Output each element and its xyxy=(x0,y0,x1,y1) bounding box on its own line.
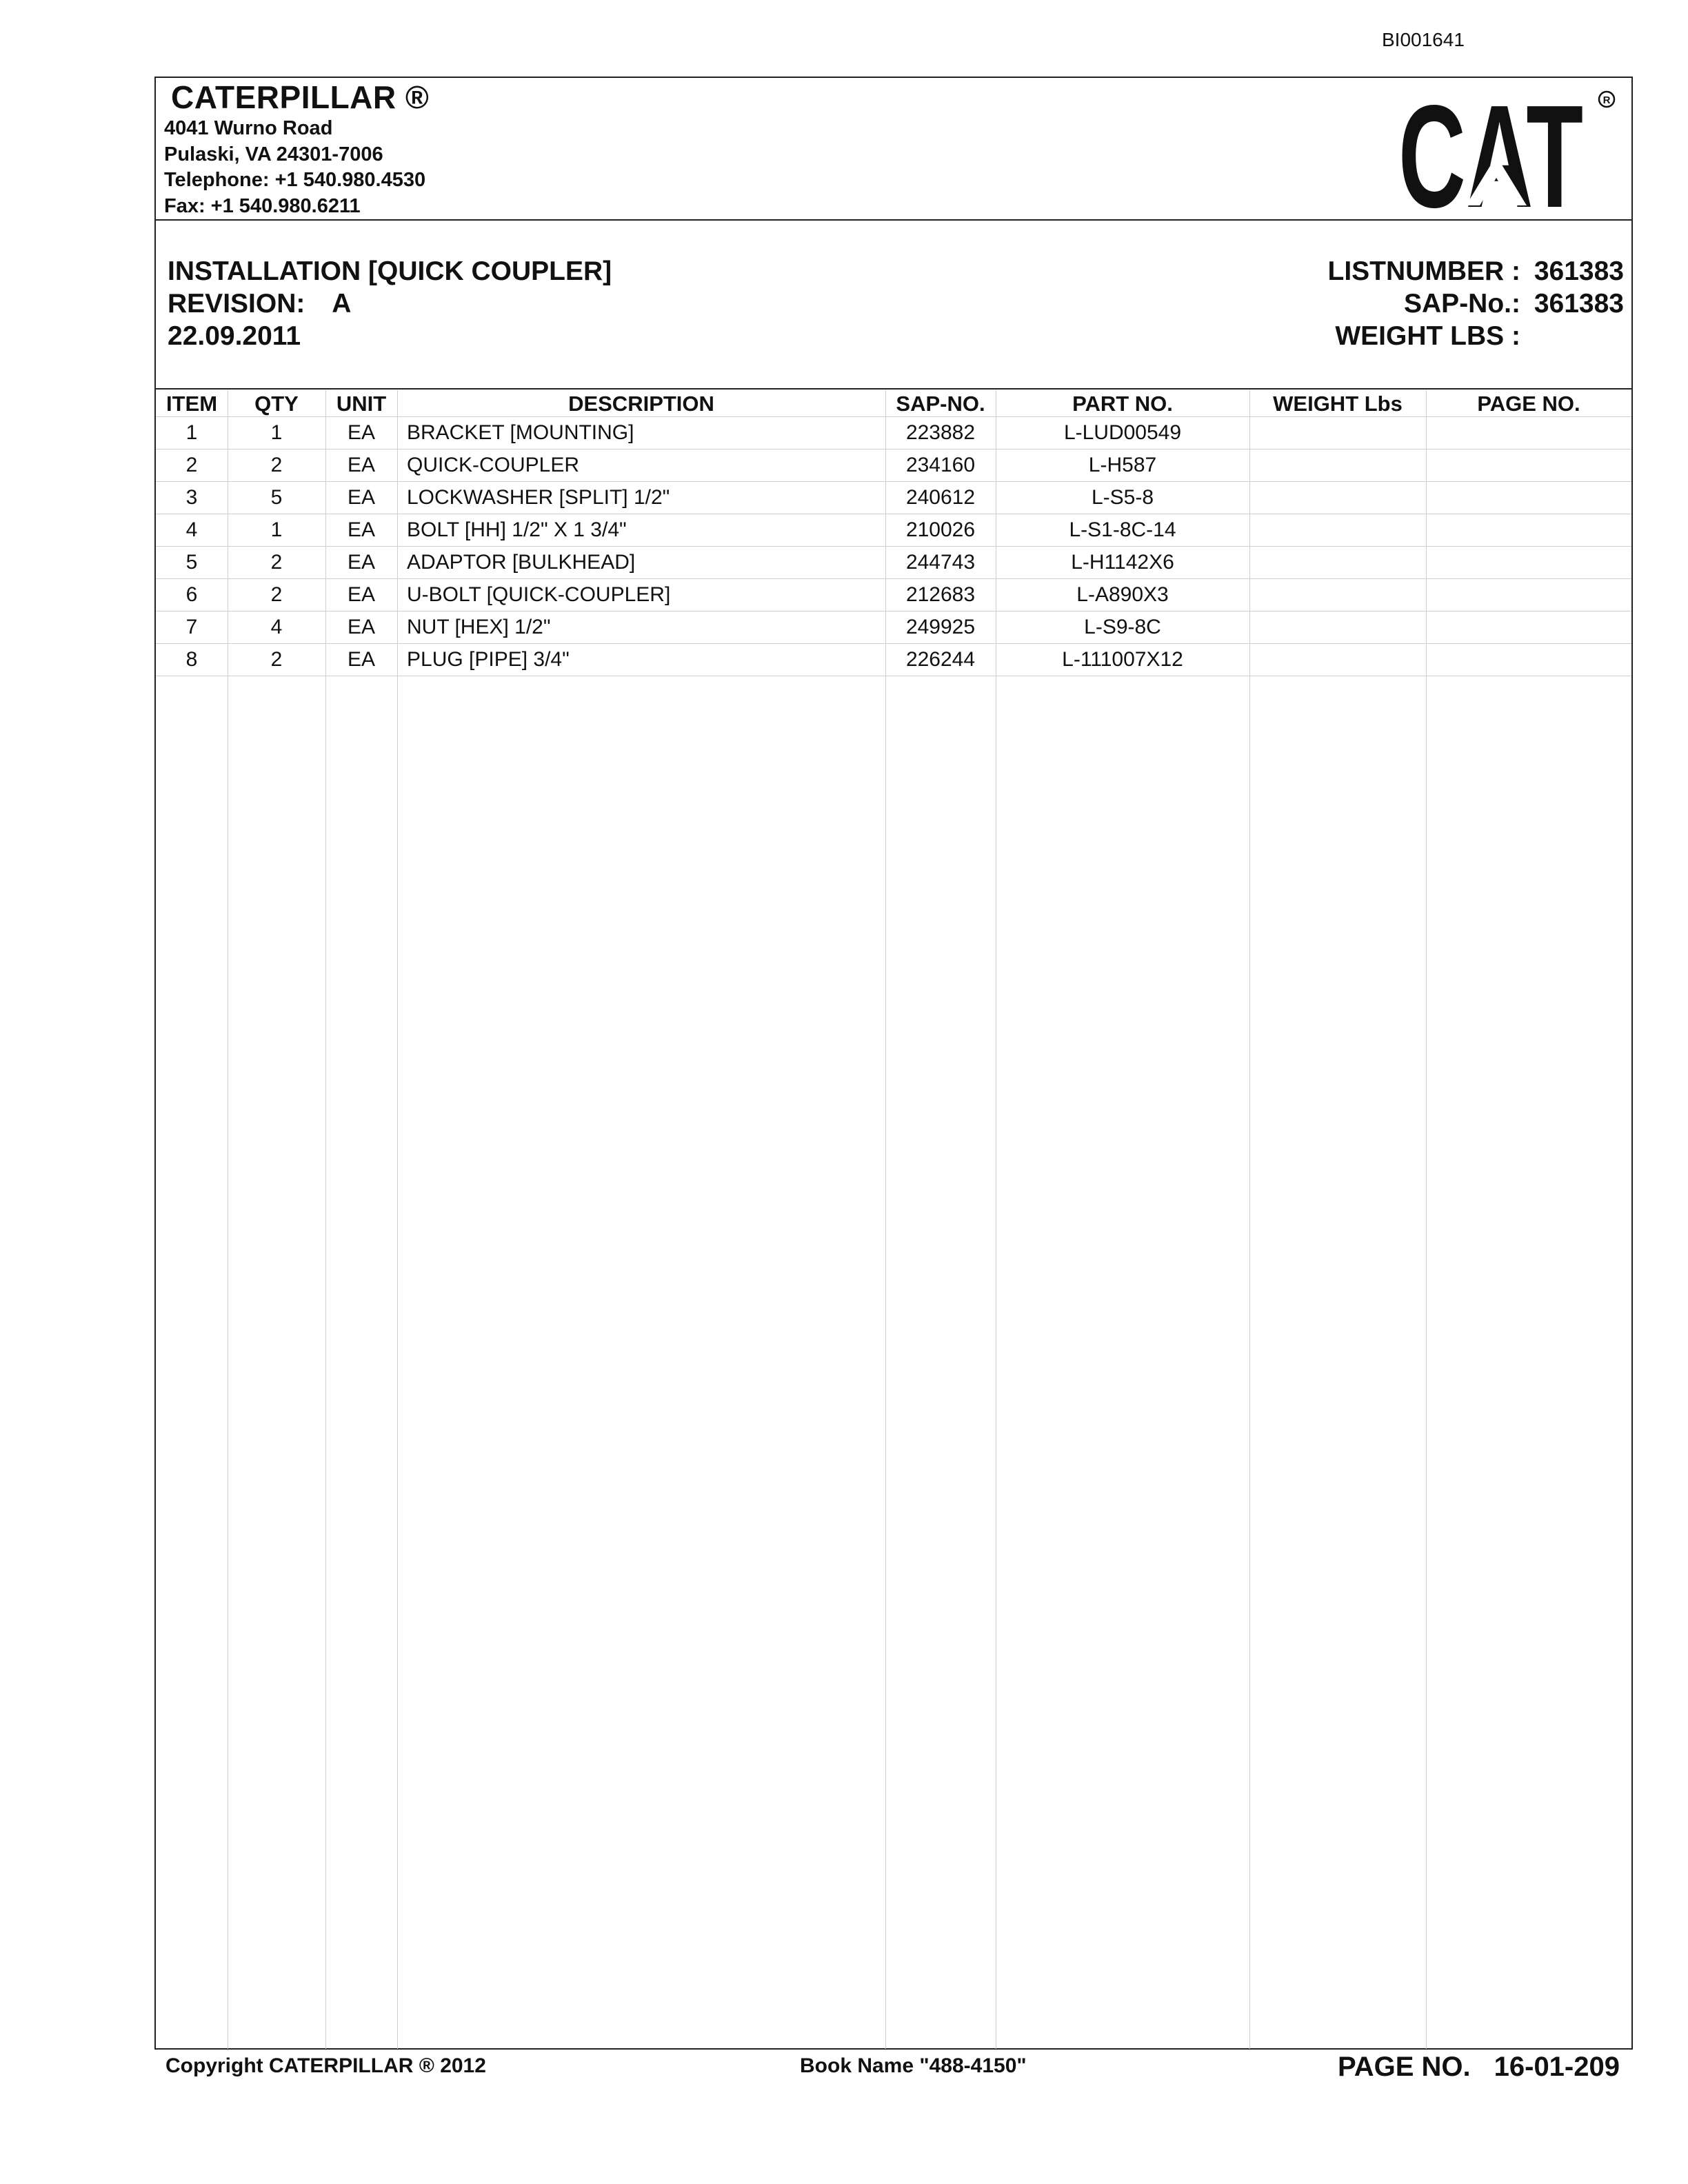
cell-description: BRACKET [MOUNTING] xyxy=(407,421,634,444)
cell-qty: 2 xyxy=(270,551,283,574)
address-fax: Fax: +1 540.980.6211 xyxy=(164,194,361,217)
sap-row xyxy=(1227,287,1624,320)
cell-sap-no: 240612 xyxy=(905,486,976,509)
cell-sap-no: 212683 xyxy=(905,583,976,606)
cell-item: 3 xyxy=(185,486,198,509)
cell-part-no: L-S1-8C-14 xyxy=(1069,518,1176,541)
column-header-description: DESCRIPTION xyxy=(568,392,714,416)
cell-page-no xyxy=(1426,578,1631,611)
weight-row xyxy=(1227,320,1624,352)
weight-label: WEIGHT LBS : xyxy=(1335,321,1520,351)
cat-logo-text: CAT xyxy=(1398,88,1583,211)
copyright: Copyright CATERPILLAR ® 2012 xyxy=(165,2054,486,2077)
cell-weight xyxy=(1249,481,1426,514)
listnumber-row xyxy=(1227,255,1624,287)
page-frame xyxy=(154,77,1633,2050)
table-row xyxy=(156,643,1631,676)
cell-page-no xyxy=(1426,481,1631,514)
cell-qty: 2 xyxy=(270,648,283,671)
cell-weight xyxy=(1249,643,1426,676)
cell-item: 7 xyxy=(185,616,198,638)
address-city: Pulaski, VA 24301-7006 xyxy=(164,143,383,165)
cell-page-no xyxy=(1426,643,1631,676)
revision-value: A xyxy=(332,289,352,318)
cell-weight xyxy=(1249,546,1426,578)
table-row xyxy=(156,578,1631,611)
table-row xyxy=(156,481,1631,514)
weight-value xyxy=(1520,320,1624,352)
address-street: 4041 Wurno Road xyxy=(164,117,333,139)
cell-part-no: L-111007X12 xyxy=(1062,648,1183,671)
cell-qty: 2 xyxy=(270,583,283,606)
cell-qty: 4 xyxy=(270,616,283,638)
cell-unit: EA xyxy=(347,583,376,606)
column-header-weight: WEIGHT Lbs xyxy=(1273,392,1403,416)
cell-sap-no: 244743 xyxy=(905,551,976,574)
cell-part-no: L-H1142X6 xyxy=(1071,551,1174,574)
table-row xyxy=(156,546,1631,578)
cell-weight xyxy=(1249,449,1426,481)
cell-sap-no: 210026 xyxy=(905,518,976,541)
cell-page-no xyxy=(1426,514,1631,546)
cell-weight xyxy=(1249,611,1426,643)
cell-weight xyxy=(1249,514,1426,546)
cell-part-no: L-LUD00549 xyxy=(1063,421,1182,444)
title-divider xyxy=(154,388,1633,390)
cell-unit: EA xyxy=(347,616,376,638)
cell-page-no xyxy=(1426,449,1631,481)
sap-value: 361383 xyxy=(1534,289,1624,318)
title-block xyxy=(168,255,612,352)
cell-description: LOCKWASHER [SPLIT] 1/2" xyxy=(407,486,670,509)
listnumber-label: LISTNUMBER : xyxy=(1327,256,1520,286)
table-row xyxy=(156,449,1631,481)
cell-description: NUT [HEX] 1/2" xyxy=(407,616,551,638)
cell-description: BOLT [HH] 1/2" X 1 3/4" xyxy=(407,518,627,541)
column-header-sap-no: SAP-NO. xyxy=(896,392,985,416)
cell-part-no: L-S9-8C xyxy=(1084,616,1161,638)
cell-page-no xyxy=(1426,611,1631,643)
cell-part-no: L-A890X3 xyxy=(1076,583,1169,606)
company-name: CATERPILLAR ® xyxy=(171,79,430,115)
column-header-page-no: PAGE NO. xyxy=(1477,392,1580,416)
address-telephone: Telephone: +1 540.980.4530 xyxy=(164,169,426,191)
document-id: BI001641 xyxy=(1382,29,1465,50)
cat-logo xyxy=(1397,88,1618,211)
cell-sap-no: 223882 xyxy=(905,421,976,444)
cell-description: ADAPTOR [BULKHEAD] xyxy=(407,551,636,574)
book-name: Book Name "488-4150" xyxy=(800,2054,1027,2077)
cell-unit: EA xyxy=(347,551,376,574)
list-title: INSTALLATION [QUICK COUPLER] xyxy=(168,256,612,286)
cell-description: PLUG [PIPE] 3/4" xyxy=(407,648,570,671)
column-header-unit: UNIT xyxy=(336,392,387,416)
column-header-part-no: PART NO. xyxy=(1072,392,1173,416)
cell-sap-no: 249925 xyxy=(905,616,976,638)
cell-part-no: L-H587 xyxy=(1088,454,1157,476)
cell-item: 8 xyxy=(185,648,198,671)
cell-description: QUICK-COUPLER xyxy=(407,454,580,476)
cell-unit: EA xyxy=(347,648,376,671)
cell-unit: EA xyxy=(347,421,376,444)
cell-unit: EA xyxy=(347,454,376,476)
cell-item: 5 xyxy=(185,551,198,574)
cell-page-no xyxy=(1426,416,1631,449)
column-header-qty: QTY xyxy=(254,392,299,416)
table-row xyxy=(156,416,1631,449)
column-header-item: ITEM xyxy=(165,392,218,416)
page-number-label: PAGE NO. xyxy=(1338,2052,1471,2082)
company-header xyxy=(164,79,429,219)
header-divider xyxy=(154,219,1633,221)
cell-qty: 1 xyxy=(270,421,283,444)
cell-item: 2 xyxy=(185,454,198,476)
cell-unit: EA xyxy=(347,518,376,541)
meta-block xyxy=(1227,255,1624,352)
cell-weight xyxy=(1249,578,1426,611)
cell-qty: 1 xyxy=(270,518,283,541)
table-row xyxy=(156,514,1631,546)
cell-qty: 5 xyxy=(270,486,283,509)
page-number-value: 16-01-209 xyxy=(1494,2052,1620,2082)
cell-item: 1 xyxy=(185,421,198,444)
cell-description: U-BOLT [QUICK-COUPLER] xyxy=(407,583,671,606)
listnumber-value: 361383 xyxy=(1534,256,1624,286)
page-number xyxy=(1338,2052,1620,2083)
cell-item: 4 xyxy=(185,518,198,541)
revision-label: REVISION: xyxy=(168,289,305,318)
table-row xyxy=(156,611,1631,643)
cell-qty: 2 xyxy=(270,454,283,476)
svg-text:R: R xyxy=(1602,94,1611,106)
list-date: 22.09.2011 xyxy=(168,321,301,351)
revision-line xyxy=(168,287,612,320)
sap-label: SAP-No.: xyxy=(1404,289,1520,318)
cell-unit: EA xyxy=(347,486,376,509)
cell-sap-no: 234160 xyxy=(905,454,976,476)
cell-sap-no: 226244 xyxy=(905,648,976,671)
cell-item: 6 xyxy=(185,583,198,606)
cell-page-no xyxy=(1426,546,1631,578)
cell-part-no: L-S5-8 xyxy=(1091,486,1154,509)
cell-weight xyxy=(1249,416,1426,449)
